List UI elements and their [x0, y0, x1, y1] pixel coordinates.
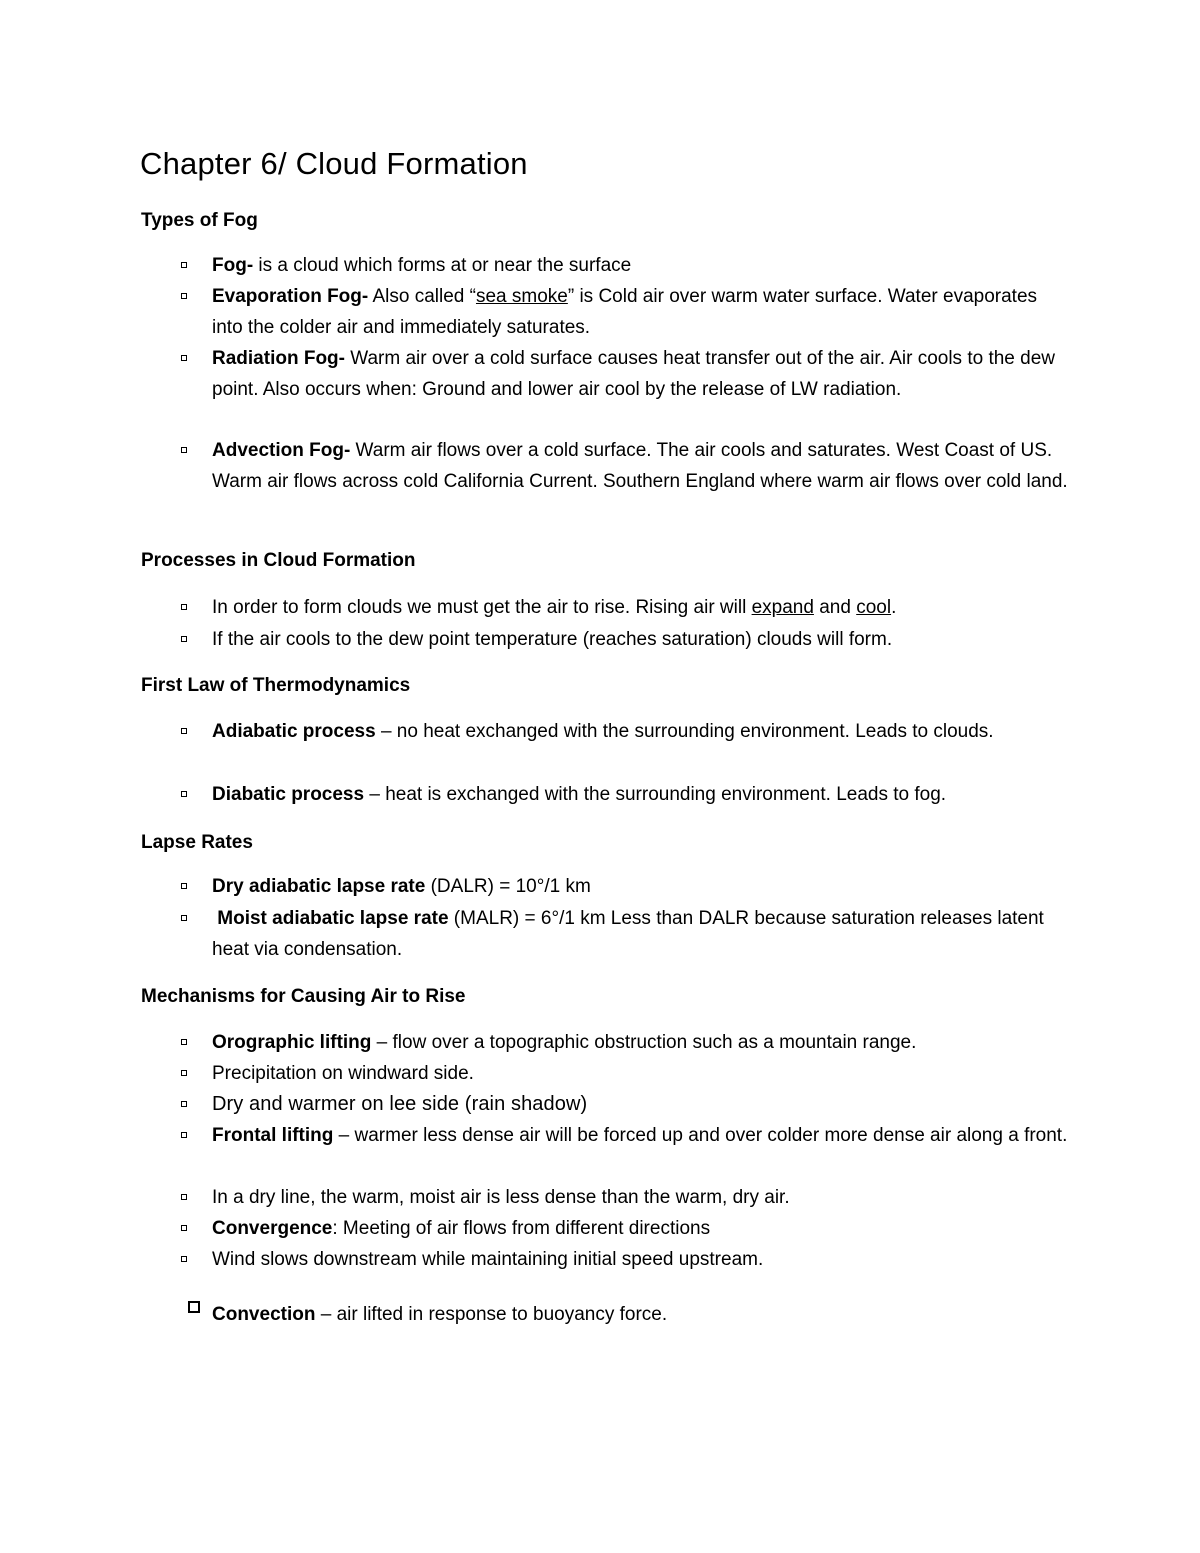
- list-item: In order to form clouds we must get the air to rise. Rising air will expand and cool.: [212, 592, 1072, 623]
- list-item: Dry and warmer on lee side (rain shadow): [212, 1089, 1072, 1120]
- section-heading-processes: Processes in Cloud Formation: [141, 550, 416, 571]
- square-bullet-icon: [181, 883, 187, 889]
- list-item: Fog- is a cloud which forms at or near the surface: [212, 250, 1072, 281]
- list-item: Radiation Fog- Warm air over a cold surface causes heat transfer out of the air. Air cools to the dew point. Also occurs when: Ground and lower air cool by the release of LW radiation.: [212, 343, 1072, 405]
- square-bullet-icon: [181, 1101, 187, 1107]
- list-item: Frontal lifting – warmer less dense air will be forced up and over colder more dense air along a front.: [212, 1120, 1072, 1151]
- section-heading-mechanisms: Mechanisms for Causing Air to Rise: [141, 986, 466, 1007]
- list-item: Convergence: Meeting of air flows from different directions: [212, 1213, 1072, 1244]
- list-item: Diabatic process – heat is exchanged with the surrounding environment. Leads to fog.: [212, 779, 1072, 810]
- list-item: Precipitation on windward side.: [212, 1058, 1072, 1089]
- list-item: Wind slows downstream while maintaining initial speed upstream.: [212, 1244, 1072, 1275]
- list-item: Advection Fog- Warm air flows over a cold surface. The air cools and saturates. West Coast of US. Warm air flows across cold California Current. Southern England where warm air flows over cold land.: [212, 435, 1072, 497]
- list-item: Evaporation Fog- Also called “sea smoke” is Cold air over warm water surface. Water evaporates into the colder air and immediately saturates.: [212, 281, 1072, 343]
- list-item: If the air cools to the dew point temperature (reaches saturation) clouds will form.: [212, 624, 1072, 655]
- section-heading-lapse-rates: Lapse Rates: [141, 832, 253, 853]
- square-bullet-icon: [181, 1070, 187, 1076]
- square-bullet-icon: [181, 1194, 187, 1200]
- square-bullet-icon: [181, 355, 187, 361]
- square-bullet-icon: [188, 1301, 200, 1313]
- list-item: Adiabatic process – no heat exchanged with the surrounding environment. Leads to clouds.: [212, 716, 1072, 747]
- square-bullet-icon: [181, 1256, 187, 1262]
- square-bullet-icon: [181, 262, 187, 268]
- square-bullet-icon: [181, 636, 187, 642]
- square-bullet-icon: [181, 915, 187, 921]
- square-bullet-icon: [181, 447, 187, 453]
- square-bullet-icon: [181, 1039, 187, 1045]
- square-bullet-icon: [181, 791, 187, 797]
- square-bullet-icon: [181, 728, 187, 734]
- list-item: In a dry line, the warm, moist air is less dense than the warm, dry air.: [212, 1182, 1072, 1213]
- page-title: Chapter 6/ Cloud Formation: [140, 146, 528, 181]
- list-item: Convection – air lifted in response to buoyancy force.: [212, 1299, 1072, 1330]
- square-bullet-icon: [181, 1132, 187, 1138]
- square-bullet-icon: [181, 604, 187, 610]
- section-heading-thermodynamics: First Law of Thermodynamics: [141, 675, 411, 696]
- list-item: Dry adiabatic lapse rate (DALR) = 10°/1 km: [212, 871, 1072, 902]
- section-heading-fog: Types of Fog: [141, 210, 258, 231]
- square-bullet-icon: [181, 1225, 187, 1231]
- list-item: Orographic lifting – flow over a topographic obstruction such as a mountain range.: [212, 1027, 1072, 1058]
- list-item: Moist adiabatic lapse rate (MALR) = 6°/1 km Less than DALR because saturation releases latent heat via condensation.: [212, 903, 1072, 965]
- square-bullet-icon: [181, 293, 187, 299]
